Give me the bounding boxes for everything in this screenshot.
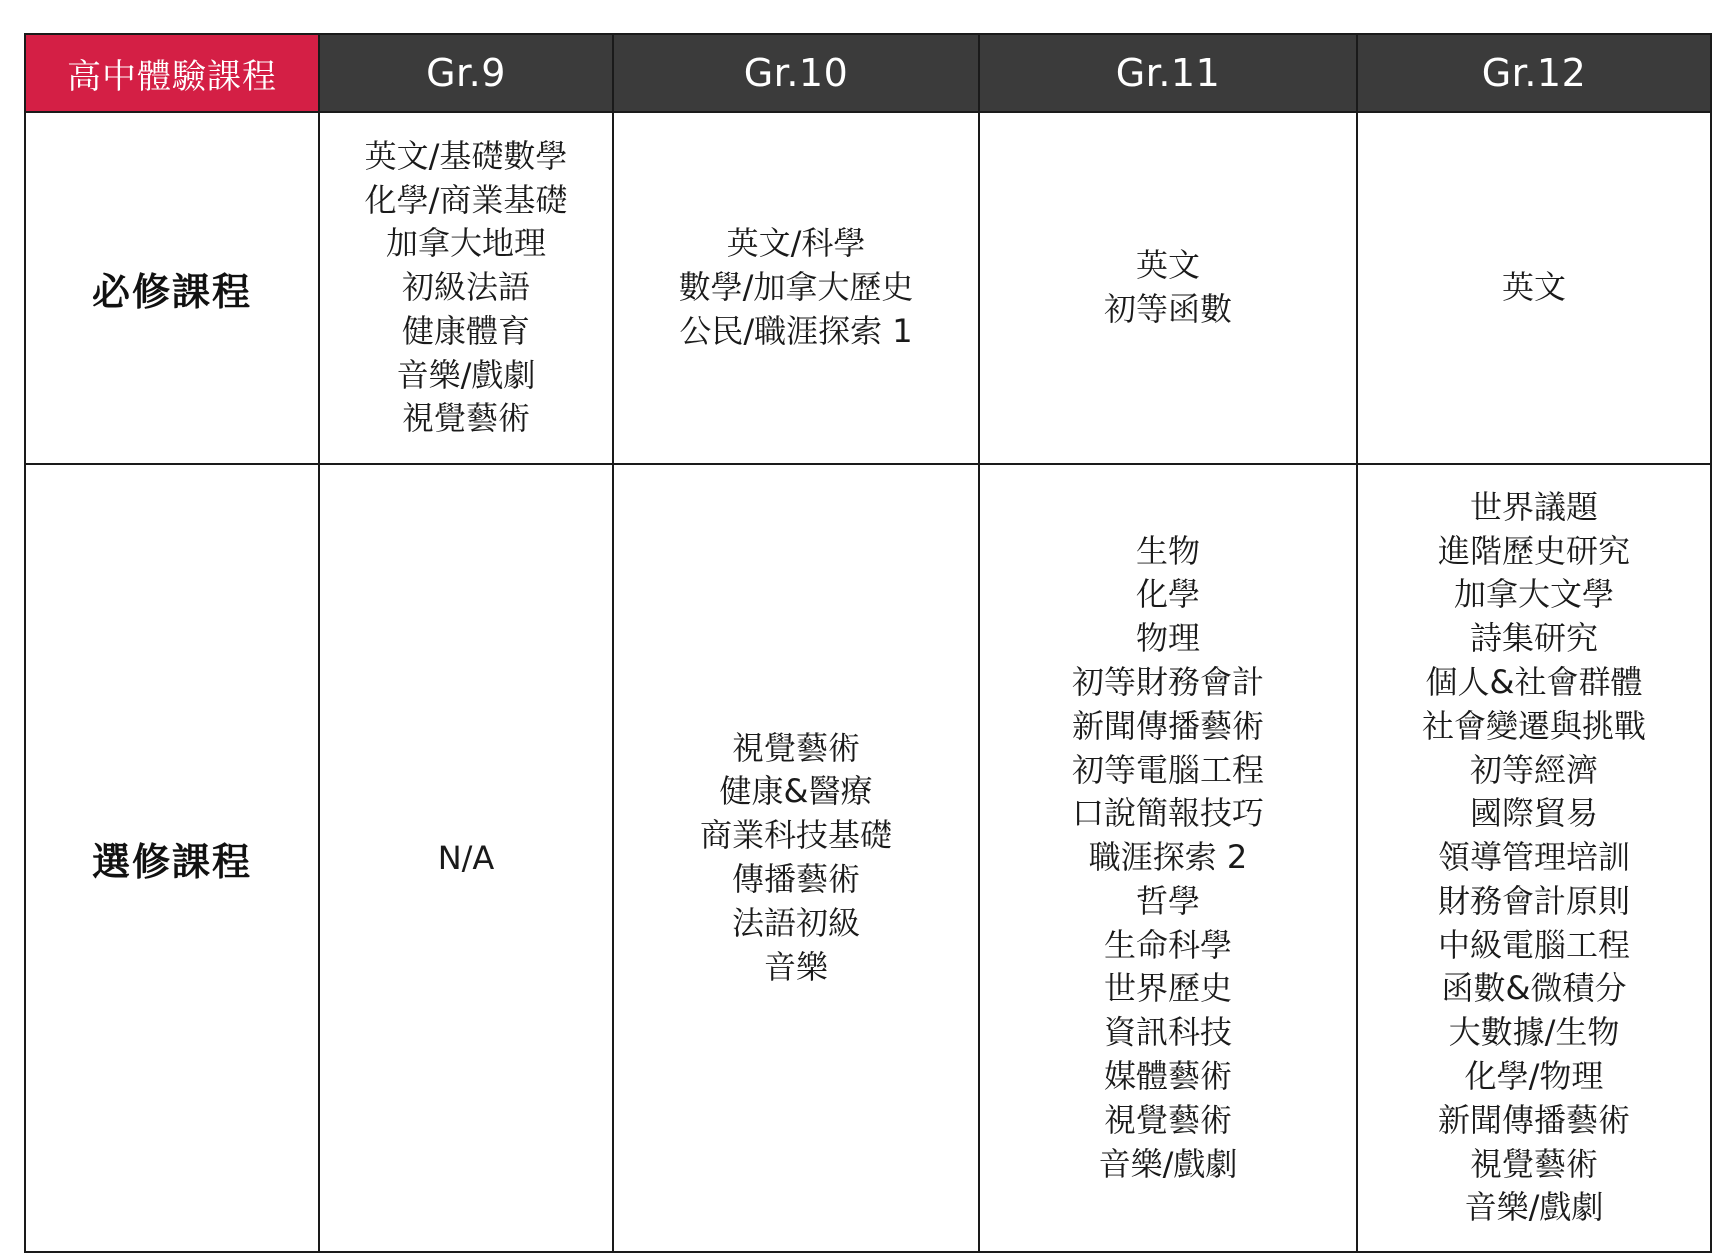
required-courses-row — [25, 112, 1711, 464]
course-item: 公民/職涯探索 1 — [679, 311, 913, 350]
course-item: 數學/加拿大歷史 — [678, 268, 914, 307]
course-item: 化學/商業基礎 — [364, 180, 568, 219]
course-item: 初級法語 — [401, 268, 530, 307]
course-item: 音樂 — [763, 947, 828, 986]
grade-header-12: Gr.12 — [1357, 34, 1711, 112]
course-item: 資訊科技 — [1103, 1013, 1232, 1052]
course-list — [980, 530, 1356, 1187]
elective-gr9-cell — [319, 464, 613, 1252]
course-item: 職涯探索 2 — [1088, 838, 1248, 877]
course-item: 國際貿易 — [1469, 794, 1598, 833]
course-item: 視覺藝術 — [1469, 1144, 1598, 1183]
row-label-elective: 選修課程 — [25, 464, 319, 1252]
course-item: 個人&社會群體 — [1425, 662, 1643, 701]
course-item: 視覺藝術 — [1103, 1100, 1232, 1139]
grade-header-10: Gr.10 — [613, 34, 979, 112]
grade-header-11: Gr.11 — [979, 34, 1357, 112]
elective-courses-row — [25, 464, 1711, 1252]
course-item: 初等電腦工程 — [1071, 750, 1264, 789]
course-table — [24, 33, 1712, 1253]
grade-header-9: Gr.9 — [319, 34, 613, 112]
course-item: 音樂/戲劇 — [396, 355, 536, 394]
course-list — [1358, 266, 1710, 310]
course-item: 初等函數 — [1103, 290, 1232, 328]
course-item: 生命科學 — [1103, 925, 1232, 964]
course-item: 健康體育 — [401, 311, 530, 350]
course-item: 加拿大文學 — [1453, 575, 1614, 614]
course-item: 初等經濟 — [1469, 750, 1598, 789]
course-item: 初等財務會計 — [1071, 662, 1264, 701]
course-item: 世界議題 — [1469, 487, 1598, 526]
required-gr9-cell — [319, 112, 613, 464]
course-item: 哲學 — [1135, 881, 1200, 920]
course-item: 領導管理培訓 — [1437, 838, 1630, 877]
course-list — [1358, 486, 1710, 1231]
course-item: 口說簡報技巧 — [1071, 794, 1264, 833]
required-gr11-cell — [979, 112, 1357, 464]
course-item: 英文/基礎數學 — [364, 136, 568, 175]
course-list — [980, 244, 1356, 332]
course-item: 法語初級 — [731, 903, 860, 942]
course-item: 英文/科學 — [726, 224, 866, 263]
course-item: 音樂/戲劇 — [1464, 1188, 1604, 1227]
elective-gr12-cell — [1357, 464, 1711, 1252]
course-item: 生物 — [1135, 531, 1200, 570]
elective-gr11-cell — [979, 464, 1357, 1252]
course-item: 音樂/戲劇 — [1098, 1144, 1238, 1183]
course-item: 新聞傳播藝術 — [1071, 706, 1264, 745]
course-item: 物理 — [1135, 619, 1200, 658]
course-item: 傳播藝術 — [731, 860, 860, 898]
course-item: 健康&醫療 — [719, 772, 873, 811]
course-item: 新聞傳播藝術 — [1437, 1100, 1630, 1139]
table-corner-title: 高中體驗課程 — [25, 34, 319, 112]
course-item: 商業科技基礎 — [699, 816, 892, 855]
course-item: 詩集研究 — [1469, 619, 1598, 658]
course-item: 視覺藝術 — [401, 399, 530, 438]
course-item: 媒體藝術 — [1103, 1057, 1232, 1096]
course-list — [614, 222, 978, 353]
not-applicable-text: N/A — [437, 839, 495, 877]
header-row — [25, 34, 1711, 112]
course-item: 加拿大地理 — [385, 224, 546, 263]
required-gr10-cell — [613, 112, 979, 464]
course-item: 社會變遷與挑戰 — [1421, 706, 1646, 745]
course-item: 化學 — [1135, 575, 1200, 614]
course-item: 函數&微積分 — [1441, 969, 1627, 1008]
course-item: 財務會計原則 — [1437, 881, 1630, 920]
course-item: 世界歷史 — [1103, 969, 1232, 1008]
course-item: 進階歷史研究 — [1437, 531, 1630, 570]
course-item: 英文 — [1135, 246, 1200, 285]
required-gr12-cell — [1357, 112, 1711, 464]
course-item: 中級電腦工程 — [1437, 925, 1630, 964]
course-list — [614, 727, 978, 990]
row-label-required: 必修課程 — [25, 112, 319, 464]
course-item: 大數據/生物 — [1448, 1013, 1620, 1052]
course-list — [320, 135, 612, 442]
elective-gr10-cell — [613, 464, 979, 1252]
course-item: 英文 — [1501, 268, 1566, 307]
course-item: 化學/物理 — [1464, 1057, 1604, 1096]
course-item: 視覺藝術 — [731, 728, 860, 767]
